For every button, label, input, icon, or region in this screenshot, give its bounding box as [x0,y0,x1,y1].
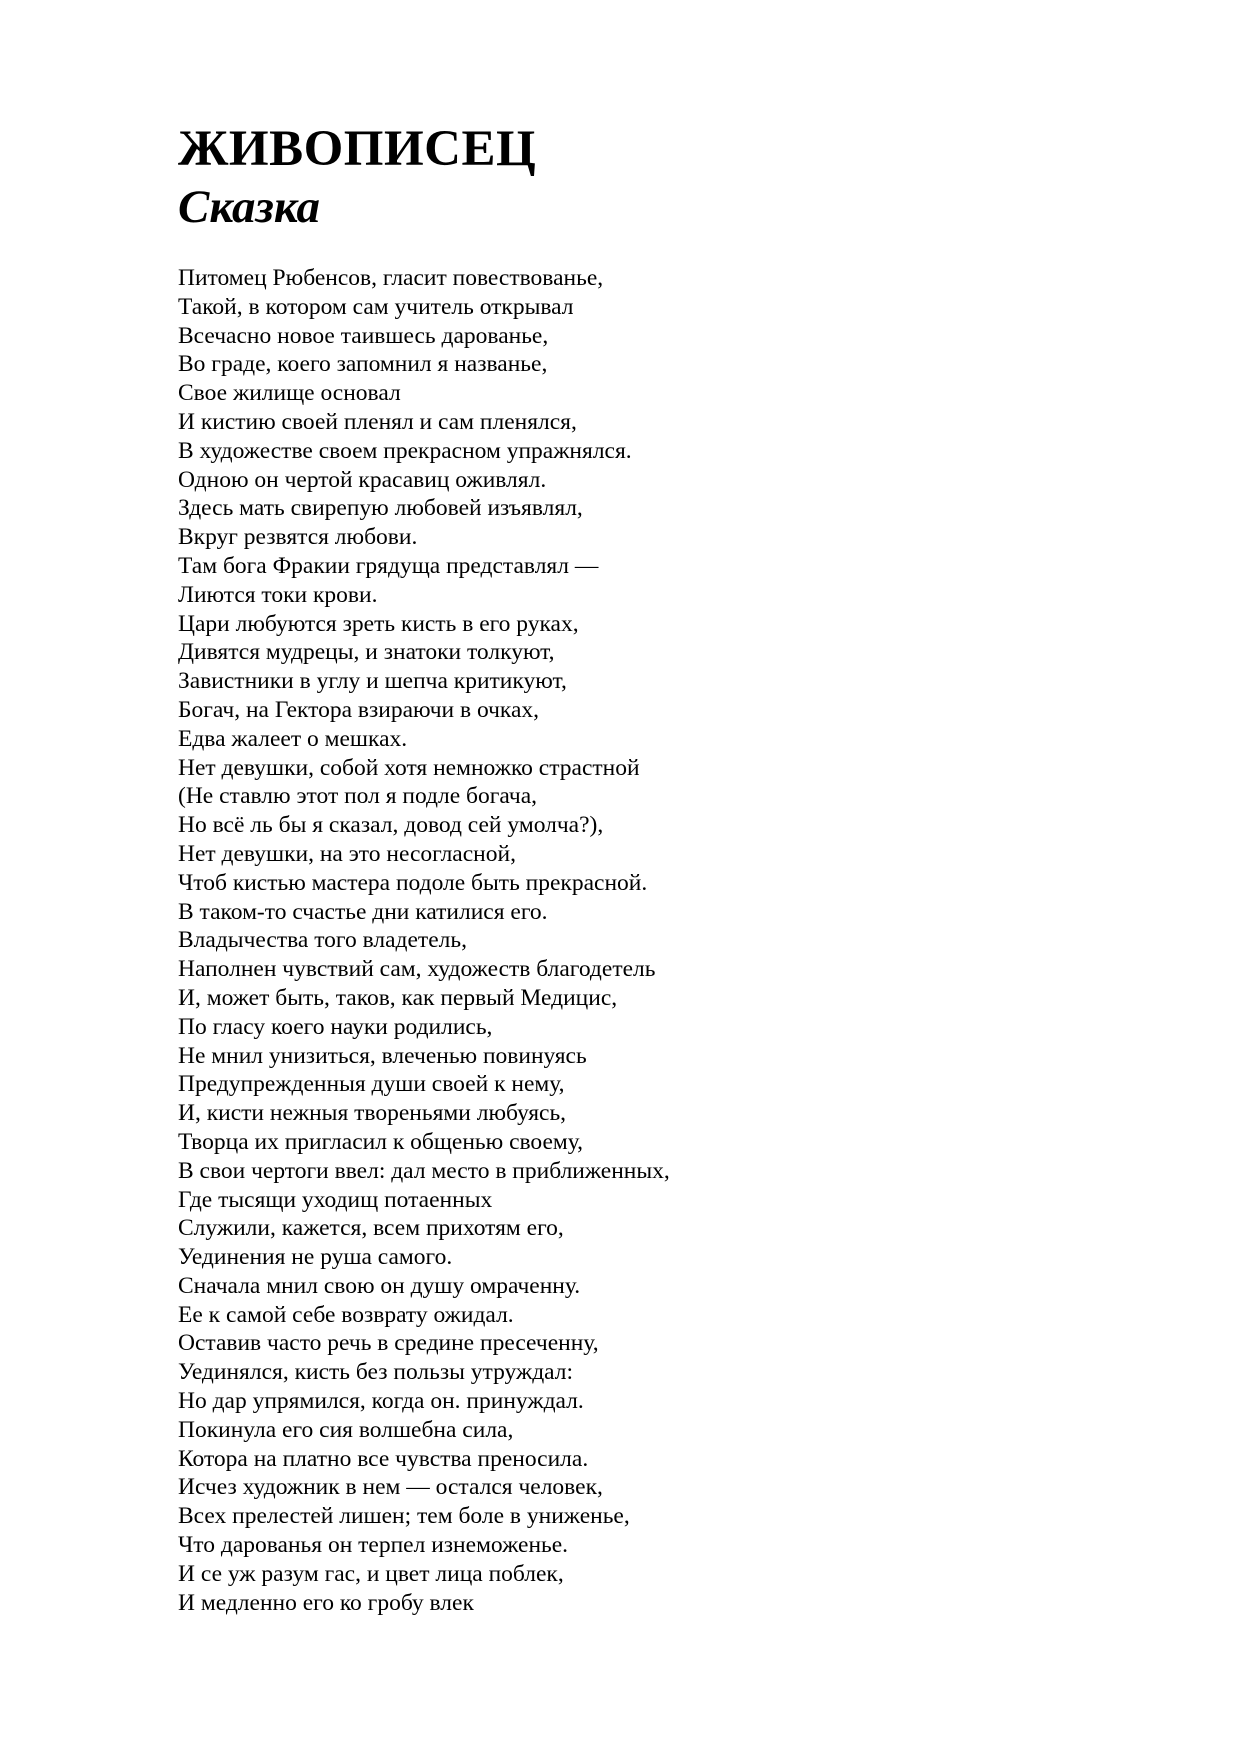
poem-line: Котора на платно все чувства преносила. [178,1445,589,1472]
poem-line: Нет девушки, собой хотя немножко страстной [178,754,640,781]
poem-line: Покинула его сия волшебна сила, [178,1416,514,1443]
poem-line: Цари любуются зреть кисть в его руках, [178,610,579,637]
document-subtitle: Сказка [178,181,320,233]
poem-line: Дивятся мудрецы, и знатоки толкуют, [178,639,555,666]
poem-line: Всех прелестей лишен; тем боле в униженье, [178,1503,630,1530]
poem-line: Вкруг резвятся любови. [178,524,418,551]
poem-line: Уединялся, кисть без пользы утруждал: [178,1359,574,1386]
poem-line: Там бога Фракии грядуща представлял — [178,552,599,579]
poem-line: Здесь мать свирепую любовей изъявлял, [178,495,583,522]
poem-line: Всечасно новое таившесь дарованье, [178,322,549,349]
poem-line: Богач, на Гектора взираючи в очках, [178,696,540,723]
poem-line: Завистники в углу и шепча критикуют, [178,668,567,695]
poem-line: Нет девушки, на это несогласной, [178,840,516,867]
poem-line: И медленно его ко гробу влек [178,1589,474,1616]
poem-line: Где тысящи уходищ потаенных [178,1186,493,1213]
poem-line: (Не ставлю этот пол я подле богача, [178,783,537,810]
poem-line: Владычества того владетель, [178,927,467,954]
poem-line: Не мнил унизиться, влеченью повинуясь [178,1042,587,1069]
poem-line: Во граде, коего запомнил я названье, [178,351,548,378]
poem-line: Лиются токи крови. [178,581,378,608]
document-title: ЖИВОПИСЕЦ [178,121,537,177]
poem-line: Сначала мнил свою он душу омраченну. [178,1272,581,1299]
poem-text [178,264,670,1617]
poem-line: Что дарованья он терпел изнеможенье. [178,1532,569,1559]
poem-line: И, кисти нежныя твореньями любуясь, [178,1100,567,1127]
poem-line: Питомец Рюбенсов, гласит повествованье, [178,265,604,291]
poem-line: Служили, кажется, всем прихотям его, [178,1215,564,1242]
poem-line: И, может быть, таков, как первый Медицис, [178,984,618,1011]
poem-line: Предупрежденныя души своей к нему, [178,1071,565,1098]
poem-line: В свои чертоги ввел: дал место в приближенных, [178,1157,670,1184]
poem-line: По гласу коего науки родились, [178,1013,493,1040]
poem-line: Но всё ль бы я сказал, довод сей умолча?), [178,812,604,839]
poem-line: Свое жилище основал [178,380,401,407]
poem-line: Такой, в котором сам учитель открывал [178,293,574,320]
poem-line: Но дар упрямился, когда он. принуждал. [178,1388,584,1415]
poem-line: Наполнен чувствий сам, художеств благодетель [178,956,656,983]
poem-line: В таком-то счастье дни катилися его. [178,898,548,925]
poem-line: В художестве своем прекрасном упражнялся. [178,437,632,464]
poem-line: Уединения не руша самого. [178,1244,453,1271]
poem-line: Оставив часто речь в средине пресеченну, [178,1330,599,1357]
poem-line: Ее к самой себе возврату ожидал. [178,1301,514,1328]
poem-line: Исчез художник в нем — остался человек, [178,1474,603,1501]
poem-line: Чтоб кистью мастера подоле быть прекрасной. [178,869,648,896]
poem-line: И кистию своей пленял и сам пленялся, [178,408,577,435]
poem-line: Едва жалеет о мешках. [178,725,408,752]
poem-line: Одною он чертой красавиц оживлял. [178,466,547,493]
poem-line: И се уж разум гас, и цвет лица поблек, [178,1560,564,1587]
poem-line: Творца их пригласил к общенью своему, [178,1128,584,1155]
